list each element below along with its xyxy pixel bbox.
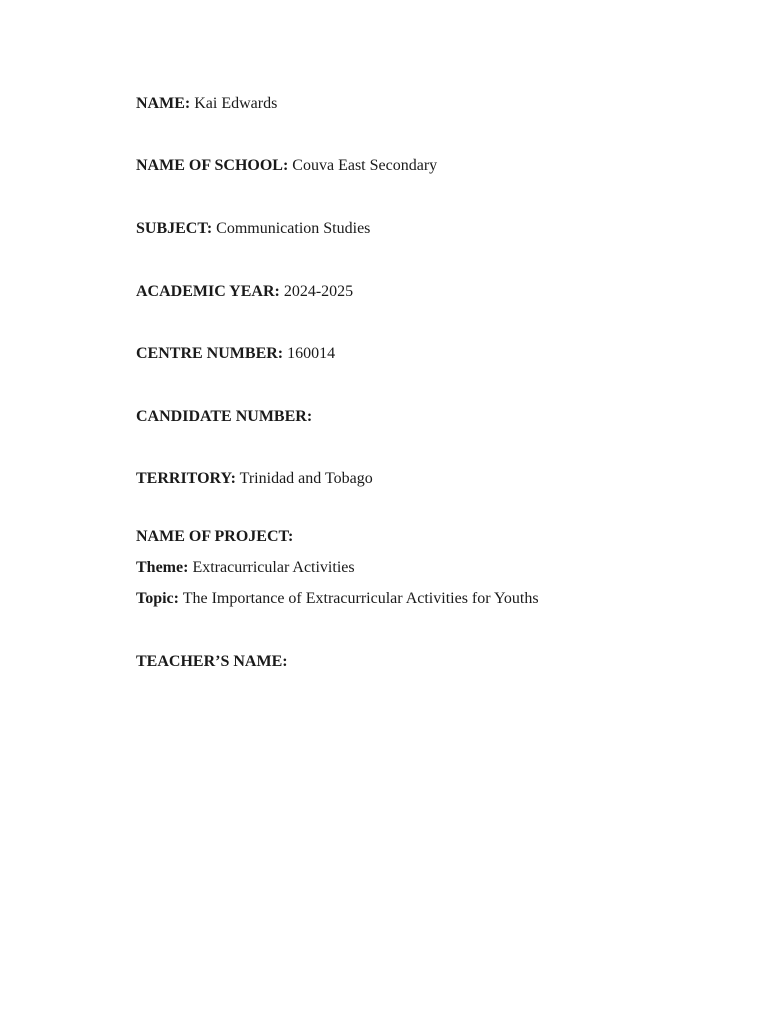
academic-year-row [136,282,353,302]
centre-number-value: 160014 [287,345,336,362]
project-name-row [136,527,293,547]
school-row [136,156,437,176]
theme-value: Extracurricular Activities [192,559,355,576]
subject-label: SUBJECT: [136,220,213,237]
teacher-name-label: TEACHER’S NAME: [136,653,288,670]
territory-row [136,469,373,489]
centre-number-label: CENTRE NUMBER: [136,345,284,362]
name-label: NAME: [136,95,191,112]
theme-row [136,558,355,578]
topic-row [136,589,539,609]
academic-year-value: 2024-2025 [283,283,354,300]
candidate-number-row [136,407,316,427]
subject-value: Communication Studies [216,220,371,237]
topic-value: The Importance of Extracurricular Activities for Youths [182,590,539,607]
teacher-name-row [136,652,292,672]
territory-label: TERRITORY: [136,470,236,487]
territory-value: Trinidad and Tobago [239,470,373,487]
school-value: Couva East Secondary [292,157,438,174]
name-row [136,94,277,114]
centre-number-row [136,344,335,364]
project-name-label: NAME OF PROJECT: [136,528,294,545]
candidate-number-label: CANDIDATE NUMBER: [136,408,313,425]
theme-label: Theme: [136,559,189,576]
academic-year-label: ACADEMIC YEAR: [136,283,280,300]
name-value: Kai Edwards [194,95,278,112]
subject-row [136,219,370,239]
topic-label: Topic: [136,590,179,607]
school-label: NAME OF SCHOOL: [136,157,289,174]
